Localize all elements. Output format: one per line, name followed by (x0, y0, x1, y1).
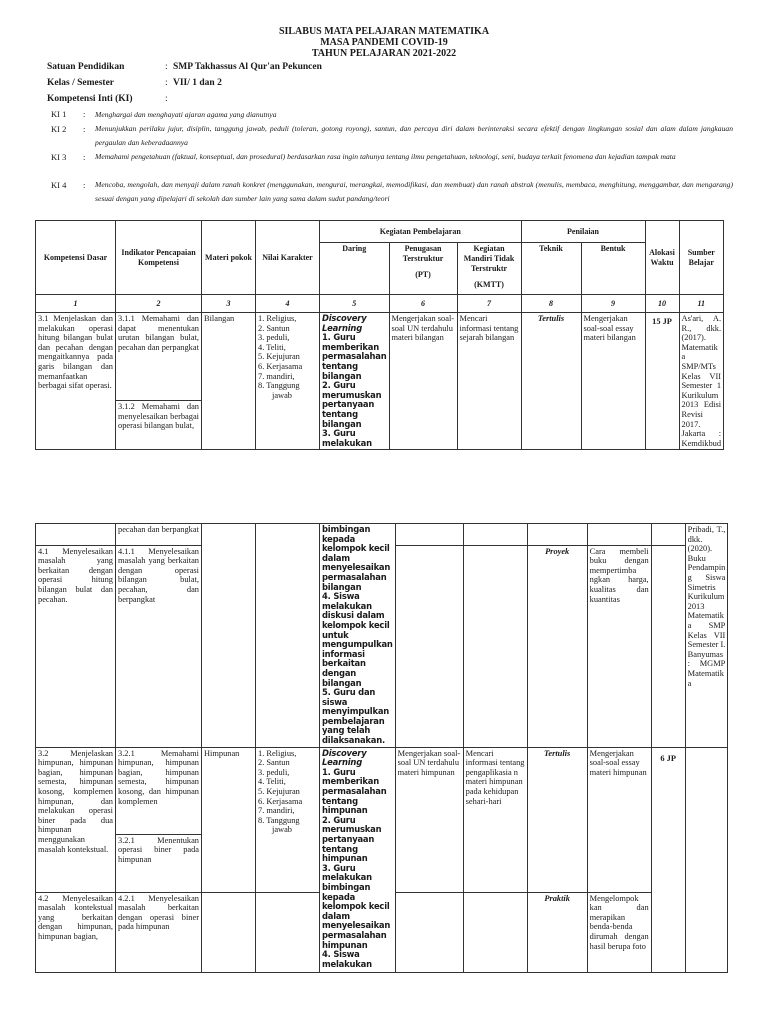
col-number: 6 (389, 295, 457, 313)
ki-colon: : (83, 124, 86, 134)
col-number: 1 (36, 295, 116, 313)
nilai-item: 7. mandiri, (258, 371, 295, 381)
daring-bilangan (320, 313, 390, 450)
teknik-tertulis-himpunan: Tertulis (527, 747, 587, 892)
col-number: 3 (202, 295, 256, 313)
col-number: 2 (116, 295, 202, 313)
col-number: 11 (679, 295, 724, 313)
sumber-pribadi: Pribadi, T., dkk. (2020). Buku Pendampin g Siswa Simetris Kurikulum 2013 Matematik a SMP Kelas VII Semester I. Banyumas : MGMP Matematik a (685, 524, 728, 748)
col-number: 8 (521, 295, 581, 313)
ipk-3-1-1: 3.1.1 Memahami dan dapat menentukan urutan bilangan bulat, pecahan dan perpangkat (116, 313, 202, 401)
daring-step: bimbingan kepada kelompok kecil dalam menyelesaikan permasalahan bilangan (322, 524, 391, 592)
daring-himpunan (320, 747, 396, 972)
daring-step: 1. Guru memberikan permasalahan tentang bilangan (322, 332, 387, 381)
header-materi: Materi pokok (202, 221, 256, 295)
header-sumber: Sumber Belajar (679, 221, 724, 295)
daring-title: Discovery Learning (322, 313, 367, 333)
kd-empty (36, 524, 116, 546)
header-kd: Kompetensi Dasar (36, 221, 116, 295)
header-penilaian: Penilaian (521, 221, 645, 243)
pt-himpunan: Mengerjakan soal-soal UN terdahulu materi himpunan (395, 747, 463, 892)
kmtt-empty (463, 524, 527, 546)
alokasi-empty (651, 524, 685, 546)
nilai-item: 6. Kerjasama (258, 361, 303, 371)
syllabus-table-bottom (35, 523, 728, 973)
nilai-item: jawab (272, 825, 292, 835)
daring-step: 1. Guru memberikan permasalahan tentang himpunan (322, 766, 387, 816)
nilai-item: 5. Kejujuran (258, 787, 300, 797)
nilai-empty (256, 892, 320, 972)
kmtt-himpunan: Mencari informasi tentang pengaplikasia n materi himpunan pada kehidupan sehari-hari (463, 747, 527, 892)
materi-empty (202, 524, 256, 748)
nilai-karakter (256, 313, 320, 450)
ki-colon: : (83, 180, 86, 190)
document-year: TAHUN PELAJARAN 2021-2022 (311, 48, 457, 59)
header-kegiatan: Kegiatan Pembelajaran (320, 221, 522, 243)
meta-colon: : (165, 94, 168, 104)
daring-title: Discovery Learning (322, 747, 367, 768)
document-title: SILABUS MATA PELAJARAN MATEMATIKA (278, 26, 490, 37)
bentuk-himpunan: Mengerjakan soal-soal essay materi himpunan (587, 747, 651, 892)
daring-step: 5. Guru dan siswa menyimpulkan pembelajaran yang telah dilaksanakan. (322, 687, 390, 746)
col-number: 9 (581, 295, 645, 313)
header-kmtt (457, 243, 521, 295)
materi-himpunan: Himpunan (202, 747, 256, 892)
meta-label-satuan: Satuan Pendidikan (47, 62, 125, 72)
kmtt-empty (463, 892, 527, 972)
col-number: 10 (645, 295, 679, 313)
ki-text: Memahami pengetahuan (faktual, konseptual, dan prosedural) berdasarkan rasa ingin tahunya tentang ilmu pengetahuan, teknologi, seni, budaya terkait fenomena dan kejadian tampak mata (95, 152, 676, 161)
header-pt-label: Penugasan Terstruktur (402, 244, 444, 263)
alokasi-15jp: 15 JP (645, 313, 679, 450)
nilai-item: 8. Tanggung (258, 815, 300, 825)
kd-4-1: 4.1 Menyelesaikan masalah yang berkaitan dengan operasi hitung bilangan bulat dan pecahan. (36, 545, 116, 747)
sumber-empty (685, 747, 728, 972)
ki-text: Menghargai dan menghayati ajaran agama yang dianutnya (95, 110, 277, 119)
ki-text: Menunjukkan perilaku jujur, disiplin, tanggung jawab, peduli (toleran, gotong royong), santun, dan percaya diri dalam berinteraksi secara efektif dengan lingkungan sosial dan alam dalam jangkauan pergaulan dan keberadaannya (95, 124, 733, 147)
ipk-3-1-2: 3.1.2 Memahami dan menyelesaikan berbagai operasi bilangan bulat, (116, 401, 202, 450)
meta-colon: : (165, 62, 168, 72)
kd-3-2: 3.2 Menjelaskan himpunan, himpunan bagian, himpunan semesta, himpunan kosong, komplemen himpunan, dan melakukan operasi biner pada dua himpunan menggunakan masalah kontekstual. (36, 747, 116, 892)
kd-3-1: 3.1 Menjelaskan dan melakukan operasi hitung bilangan bulat dan pecahan dengan mengaitkannya pada garis bilangan dan memanfaatkan berbagai sifat operasi. (36, 313, 116, 450)
nilai-karakter-himpunan (256, 747, 320, 892)
daring-continued (320, 524, 396, 748)
nilai-item: 8. Tanggung (258, 381, 300, 391)
materi-bilangan: Bilangan (202, 313, 256, 450)
header-alokasi: Alokasi Waktu (645, 221, 679, 295)
col-number: 7 (457, 295, 521, 313)
ki-code: KI 3 (51, 152, 67, 162)
nilai-item: 5. Kejujuran (258, 352, 300, 362)
meta-label-kelas: Kelas / Semester (47, 78, 115, 88)
daring-step: 2. Guru merumuskan pertanyaan tentang bilangan (322, 380, 382, 429)
document-subtitle: MASA PANDEMI COVID-19 (320, 37, 448, 48)
daring-step: 3. Guru melakukan (322, 428, 372, 448)
ki-code: KI 4 (51, 180, 67, 190)
teknik-empty (527, 524, 587, 546)
header-ipk: Indikator Pencapaian Kompetensi (116, 221, 202, 295)
materi-empty (202, 892, 256, 972)
header-kmtt-abbr: (KMTT) (474, 280, 504, 289)
kd-4-2: 4.2 Menyelesaikan masalah kontekstual yang berkaitan dengan himpunan, himpunan bagian, (36, 892, 116, 972)
nilai-item: 6. Kerjasama (258, 796, 303, 806)
ipk-3-2-2: 3.2.1 Menentukan operasi biner pada himpunan (116, 834, 202, 892)
daring-step: 2. Guru merumuskan pertanyaan tentang himpunan (322, 814, 382, 864)
bentuk-praktik: Mengelompok kan dan merapikan benda-benda dirumah dengan hasil berupa foto (587, 892, 651, 972)
header-nilai: Nilai Karakter (256, 221, 320, 295)
daring-step: 4. Siswa melakukan diskusi dalam kelompok kecil untuk mengumpulkan informasi berkaitan dengan bilangan (322, 591, 393, 688)
bentuk-bilangan: Mengerjakan soal-soal essay materi bilangan (581, 313, 645, 450)
nilai-item: 1. Religius, (258, 748, 297, 758)
kmtt-empty (463, 545, 527, 747)
ipk-3-2-1: 3.2.1 Memahami himpunan, himpunan bagian, himpunan semesta, himpunan kosong, dan himpunan komplemen (116, 747, 202, 834)
header-bentuk: Bentuk (581, 243, 645, 295)
nilai-item: 2. Santun (258, 323, 290, 333)
header-pt-abbr: (PT) (415, 270, 431, 279)
teknik-praktik: Praktik (527, 892, 587, 972)
ipk-4-2-1: 4.2.1 Menyelesaikan masalah berkaitan dengan operasi biner pada himpunan (116, 892, 202, 972)
ki-text: Mencoba, mengolah, dan menyaji dalam ranah konkret (menggunakan, mengurai, merangkai, memodifikasi, dan membuat) dan ranah abstrak (menulis, membaca, menghitung, menggambar, dan mengarang) sesuai dengan yang dipelajari di sekolah dan sumber lain yang sama dalam sudut pandang/teori (95, 180, 733, 203)
nilai-item: 4. Teliti, (258, 777, 286, 787)
daring-step: 4. Siswa melakukan (322, 949, 372, 969)
meta-label-ki: Kompetensi Inti (KI) (47, 94, 133, 104)
col-number: 5 (320, 295, 390, 313)
syllabus-table-top (35, 220, 724, 450)
header-teknik: Teknik (521, 243, 581, 295)
ipk-continued: pecahan dan berpangkat (116, 524, 202, 546)
nilai-item: 2. Santun (258, 758, 290, 768)
teknik-tertulis: Tertulis (521, 313, 581, 450)
bentuk-proyek: Cara membeli buku dengan mempertimba ngkan harga, kualitas dan kuantitas (587, 545, 651, 747)
ipk-4-1-1: 4.1.1 Menyelesaikan masalah yang berkaitan dengan operasi bilangan bulat, pecahan, dan berpangkat (116, 545, 202, 747)
daring-step: 3. Guru melakukan bimbingan kepada kelompok kecil dalam menyelesaikan permasalahan himpunan (322, 862, 391, 950)
nilai-item: 3. peduli, (258, 767, 290, 777)
nilai-item: 3. peduli, (258, 333, 290, 343)
header-daring: Daring (320, 243, 390, 295)
ki-code: KI 1 (51, 109, 67, 119)
col-number: 4 (256, 295, 320, 313)
nilai-empty (256, 524, 320, 748)
nilai-item: jawab (272, 390, 292, 400)
ki-code: KI 2 (51, 124, 67, 134)
alokasi-6jp: 6 JP (651, 747, 685, 972)
alokasi-empty (651, 545, 685, 747)
header-pt (389, 243, 457, 295)
teknik-proyek: Proyek (527, 545, 587, 747)
pt-bilangan: Mengerjakan soal-soal UN terdahulu materi bilangan (389, 313, 457, 450)
header-kmtt-label: Kegiatan Mandiri Tidak Terstruktr (463, 244, 515, 273)
kmtt-bilangan: Mencari informasi tentang sejarah bilangan (457, 313, 521, 450)
meta-colon: : (165, 78, 168, 88)
bentuk-empty (587, 524, 651, 546)
meta-value-satuan: SMP Takhassus Al Qur'an Pekuncen (173, 62, 322, 72)
sumber-asari: As'ari, A. R., dkk. (2017). Matematik a SMP/MTs Kelas VII Semester 1 Kurikulum 2013 Edisi Revisi 2017. Jakarta : Kemdikbud (679, 313, 724, 450)
pt-empty (395, 892, 463, 972)
ki-colon: : (83, 109, 86, 119)
ki-colon: : (83, 152, 86, 162)
nilai-item: 1. Religius, (258, 314, 297, 323)
nilai-item: 7. mandiri, (258, 806, 295, 816)
nilai-item: 4. Teliti, (258, 342, 286, 352)
meta-value-kelas: VII/ 1 dan 2 (173, 78, 222, 88)
pt-empty (395, 524, 463, 546)
pt-empty (395, 545, 463, 747)
